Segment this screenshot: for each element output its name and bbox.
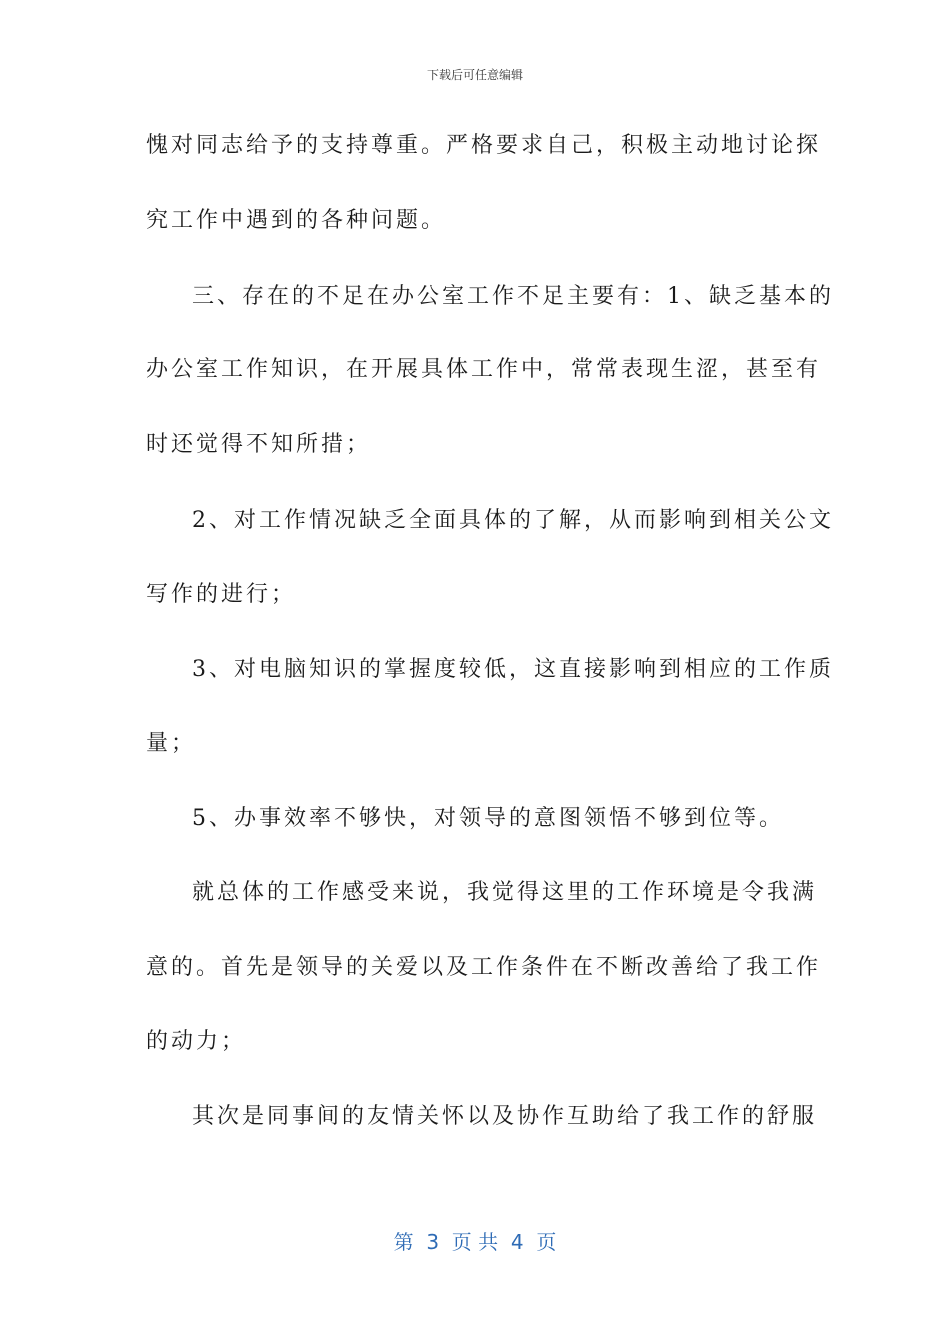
page-header-note: 下载后可任意编辑 xyxy=(426,68,523,82)
body-line: 写作的进行； xyxy=(146,582,297,607)
body-line: 时还觉得不知所措； xyxy=(146,432,372,457)
body-line: 的动力； xyxy=(146,1029,247,1054)
body-line: 究工作中遇到的各种问题。 xyxy=(146,208,447,233)
body-line: 3、对电脑知识的掌握度较低，这直接影响到相应的工作质 xyxy=(192,657,834,682)
page-number-footer: 第 3 页 共 4 页 xyxy=(393,1230,557,1254)
body-line: 其次是同事间的友情关怀以及协作互助给了我工作的舒服 xyxy=(192,1104,818,1129)
body-line: 2、对工作情况缺乏全面具体的了解，从而影响到相关公文 xyxy=(192,508,834,533)
body-line: 5、办事效率不够快，对领导的意图领悟不够到位等。 xyxy=(192,806,784,831)
body-line: 就总体的工作感受来说，我觉得这里的工作环境是令我满 xyxy=(192,880,818,905)
body-line: 愧对同志给予的支持尊重。严格要求自己，积极主动地讨论探 xyxy=(146,133,822,158)
body-line: 三、存在的不足在办公室工作不足主要有：1、缺乏基本的 xyxy=(192,284,834,309)
body-line: 办公室工作知识，在开展具体工作中，常常表现生涩，甚至有 xyxy=(146,357,822,382)
body-line: 量； xyxy=(146,731,197,756)
body-line: 意的。首先是领导的关爱以及工作条件在不断改善给了我工作 xyxy=(146,955,822,980)
